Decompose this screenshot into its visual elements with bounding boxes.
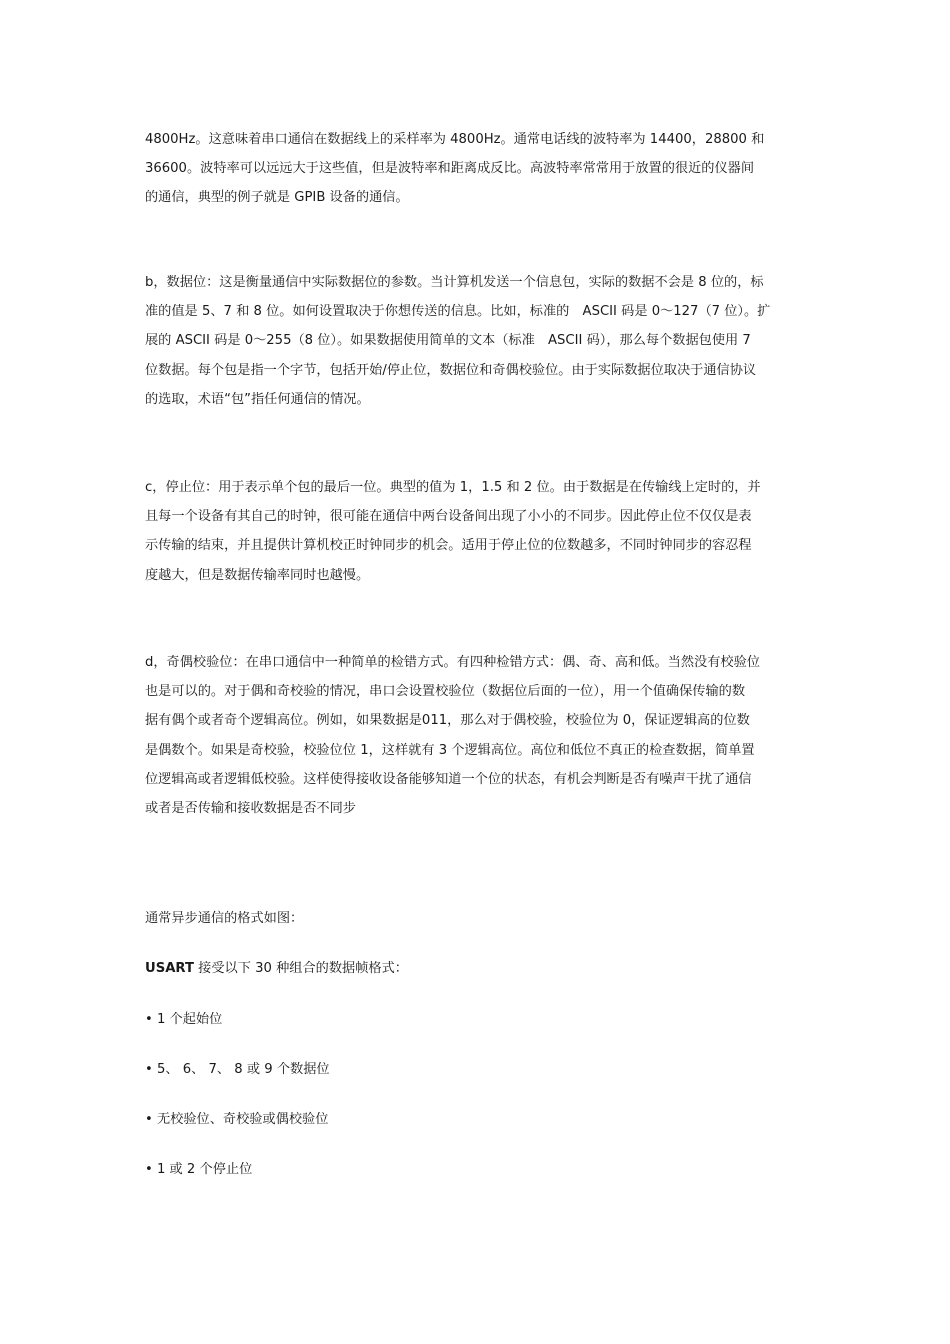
text-line: d，奇偶校验位：在串口通信中一种简单的检错方式。有四种检错方式：偶、奇、高和低。当然没有校验位 <box>145 655 760 670</box>
usart-text: 接受以下 30 种组合的数据帧格式： <box>193 961 408 976</box>
list-item-start-bit: • 1 个起始位 <box>145 1012 223 1027</box>
text-line: 4800Hz。这意味着串口通信在数据线上的采样率为 4800Hz。通常电话线的波特率为 14400，28800 和 <box>145 132 765 147</box>
text-line: 的通信，典型的例子就是 GPIB 设备的通信。 <box>145 190 409 206</box>
usart-label: USART <box>145 961 194 976</box>
format-intro: 通常异步通信的格式如图： <box>145 911 304 926</box>
paragraph-baud-rate <box>145 125 811 213</box>
text-line: b，数据位：这是衡量通信中实际数据位的参数。当计算机发送一个信息包，实际的数据不会是 8 位的，标 <box>145 275 764 290</box>
paragraph-parity <box>145 648 811 823</box>
text-line: 位数据。每个包是指一个字节，包括开始/停止位，数据位和奇偶校验位。由于实际数据位取决于通信协议 <box>145 362 757 378</box>
paragraph-data-bits <box>145 268 811 414</box>
text-line: 也是可以的。对于偶和奇校验的情况，串口会设置校验位（数据位后面的一位），用一个值确保传输的数 <box>145 684 746 700</box>
list-item-parity: • 无校验位、奇校验或偶校验位 <box>145 1112 329 1127</box>
text-line: 据有偶个或者奇个逻辑高位。例如，如果数据是011，那么对于偶校验，校验位为 0，保证逻辑高的位数 <box>145 713 750 729</box>
text-line: 位逻辑高或者逻辑低校验。这样使得接收设备能够知道一个位的状态，有机会判断是否有噪声干扰了通信 <box>145 771 752 787</box>
text-line: 度越大，但是数据传输率同时也越慢。 <box>145 567 370 583</box>
text-line: 是偶数个。如果是奇校验，校验位位 1，这样就有 3 个逻辑高位。高位和低位不真正的检查数据，简单置 <box>145 742 755 758</box>
list-item-data-bits: • 5、 6、 7、 8 或 9 个数据位 <box>145 1062 330 1077</box>
text-line: 的选取，术语“包”指任何通信的情况。 <box>145 391 370 407</box>
text-line: 且每一个设备有其自己的时钟，很可能在通信中两台设备间出现了小小的不同步。因此停止位不仅仅是表 <box>145 509 752 525</box>
list-item-stop-bits: • 1 或 2 个停止位 <box>145 1162 253 1177</box>
text-line: 准的值是 5、7 和 8 位。如何设置取决于你想传送的信息。比如，标准的 ASCII 码是 0～127（7 位）。扩 <box>145 304 771 320</box>
text-line: 示传输的结束，并且提供计算机校正时钟同步的机会。适用于停止位的位数越多，不同时钟同步的容忍程 <box>145 538 752 554</box>
usart-heading <box>145 959 408 979</box>
text-line: c，停止位：用于表示单个包的最后一位。典型的值为 1，1.5 和 2 位。由于数据是在传输线上定时的，并 <box>145 480 761 495</box>
paragraph-stop-bits <box>145 473 811 590</box>
text-line: 36600。波特率可以远远大于这些值，但是波特率和距离成反比。高波特率常常用于放置的很近的仪器间 <box>145 161 755 177</box>
text-line: 或者是否传输和接收数据是否不同步 <box>145 801 356 817</box>
text-line: 展的 ASCII 码是 0～255（8 位）。如果数据使用简单的文本（标准 ASCII 码），那么每个数据包使用 7 <box>145 333 751 349</box>
